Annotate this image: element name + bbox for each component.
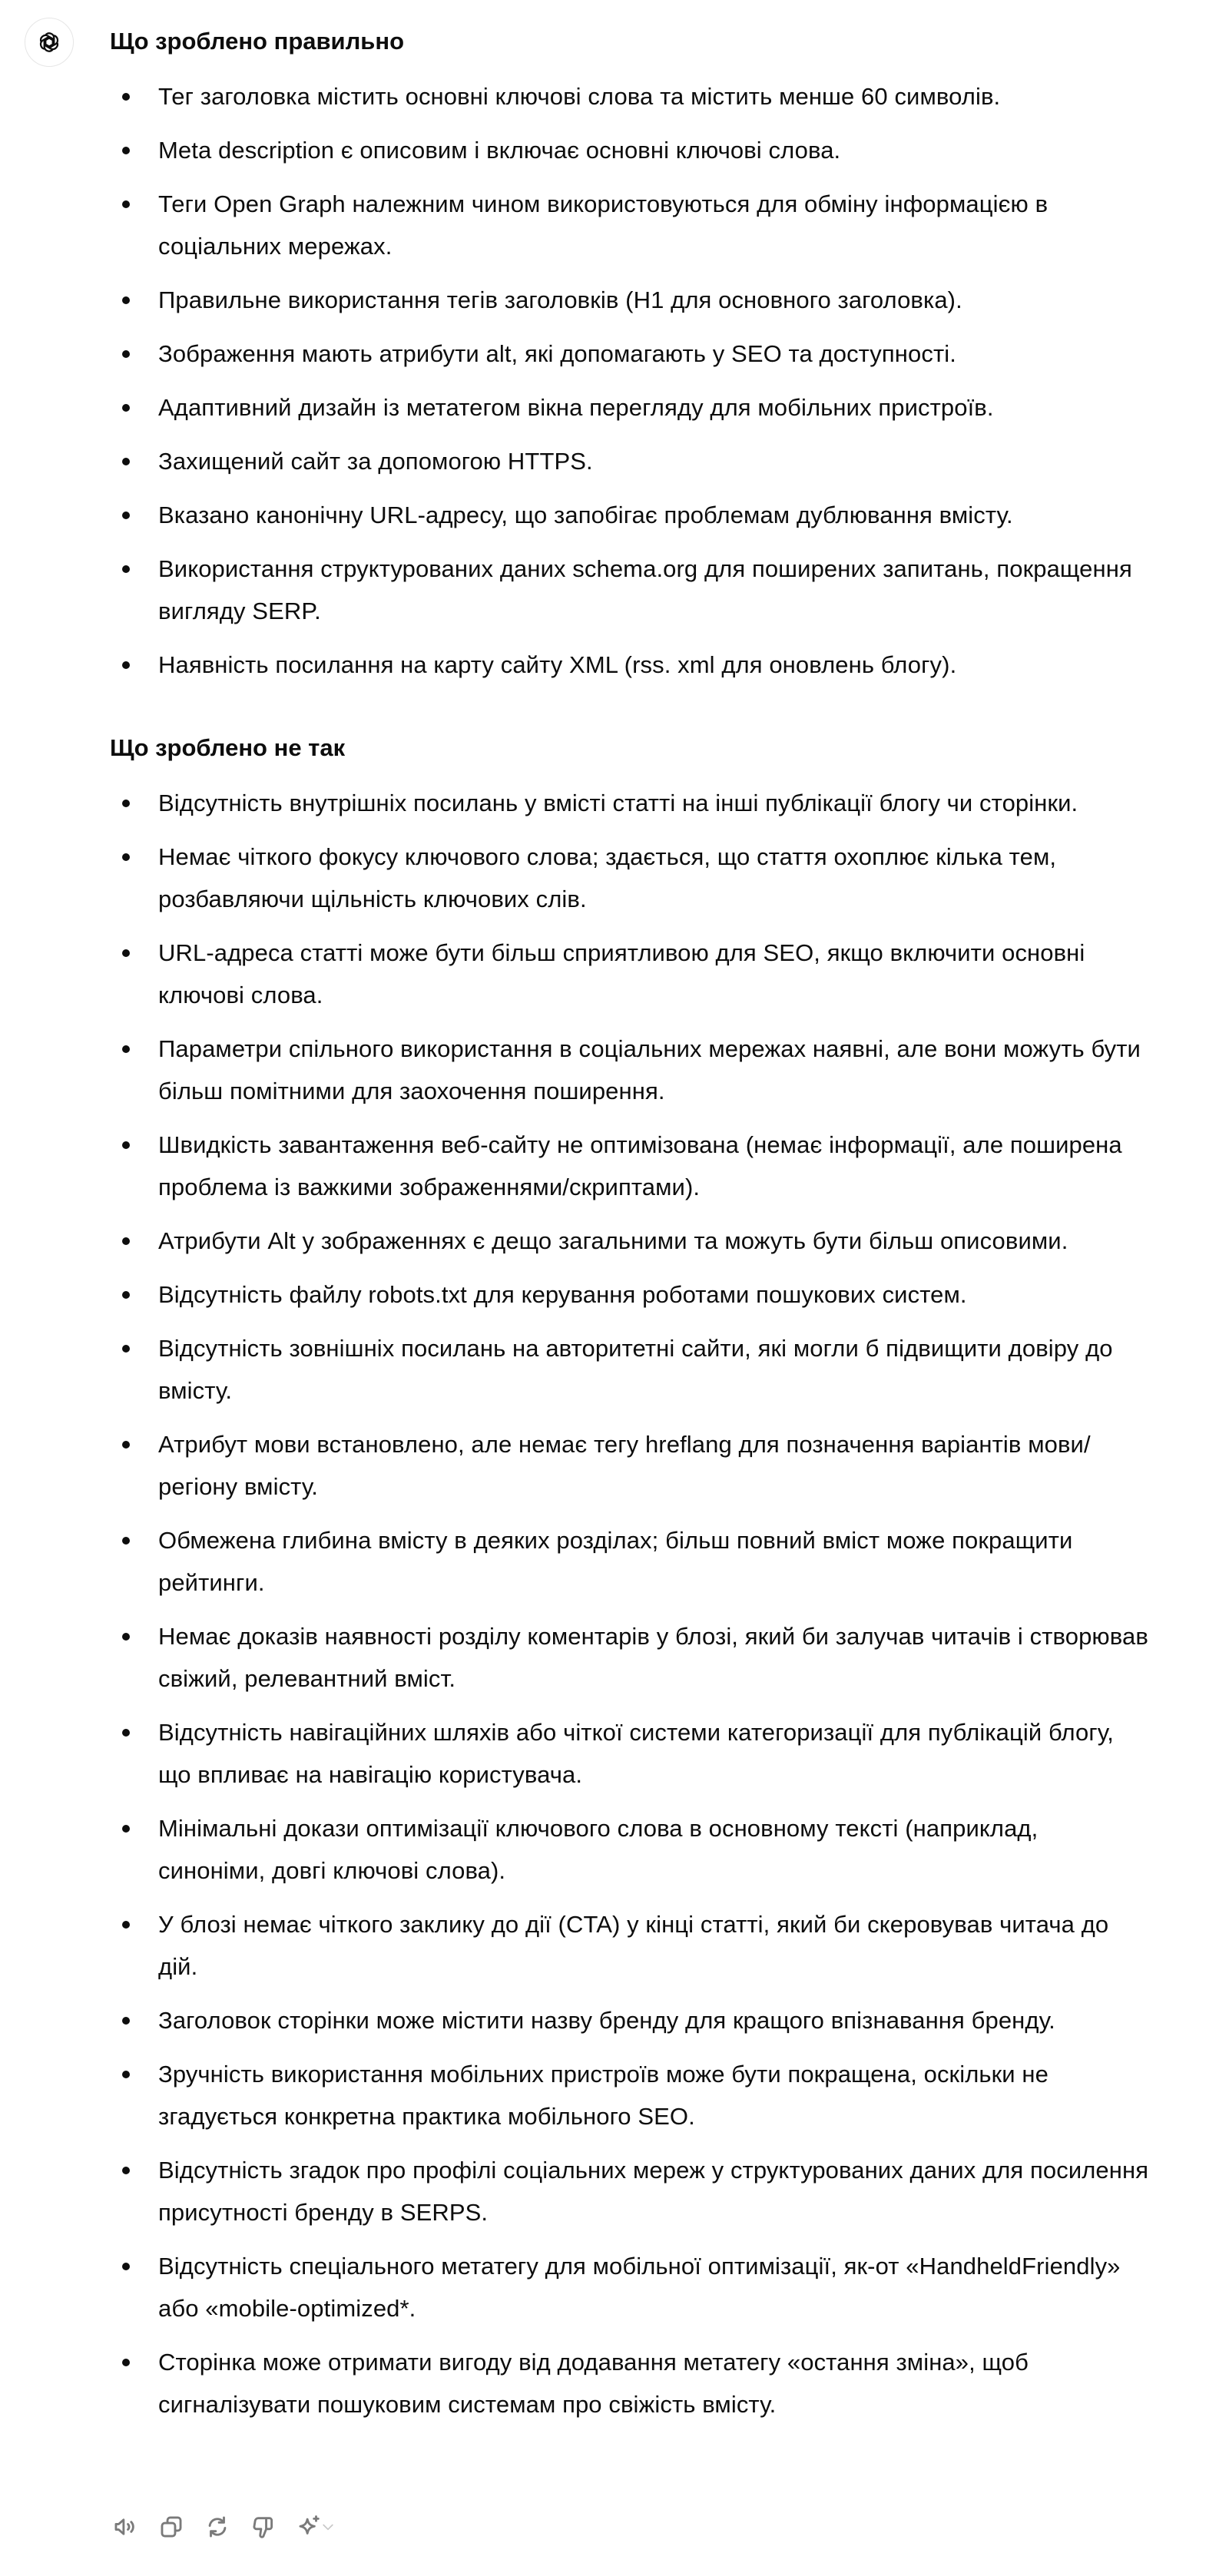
list-item-text: У блозі немає чіткого заклику до дії (CTA) у кінці статті, який би скеровував читача до bbox=[158, 1911, 1109, 1938]
list-item bbox=[110, 1028, 1216, 1112]
bullet-icon bbox=[122, 1729, 130, 1737]
bullet-icon bbox=[122, 1345, 130, 1353]
sparkle-icon bbox=[296, 2514, 323, 2540]
list-item-text: вмісту. bbox=[158, 1377, 233, 1404]
list-item-text: Сторінка може отримати вигоду від додавання метатегу «остання зміна», щоб bbox=[158, 2349, 1029, 2376]
bullet-icon bbox=[122, 853, 130, 861]
list-item bbox=[110, 183, 1216, 267]
list-item-text: Відсутність зовнішніх посилань на авторитетні сайти, які могли б підвищити довіру до bbox=[158, 1335, 1113, 1362]
list-item bbox=[110, 75, 1216, 118]
list-item-text: синоніми, довгі ключові слова). bbox=[158, 1857, 506, 1884]
copy-button[interactable] bbox=[157, 2513, 185, 2541]
section-heading-wrong: Що зроблено не так bbox=[110, 734, 346, 761]
bullet-icon bbox=[122, 200, 130, 208]
list-item-text: Мінімальні докази оптимізації ключового слова в основному тексті (наприклад, bbox=[158, 1815, 1039, 1842]
list-item-text: свіжий, релевантний вміст. bbox=[158, 1665, 456, 1692]
list-item bbox=[110, 494, 1216, 536]
list-item-text: Параметри спільного використання в соціальних мережах наявні, але вони можуть бути bbox=[158, 1035, 1141, 1062]
model-menu-toggle[interactable] bbox=[320, 2513, 336, 2541]
list-item-text: Тег заголовка містить основні ключові слова та містить менше 60 символів. bbox=[158, 83, 1001, 110]
list-item bbox=[110, 1711, 1216, 1796]
list-item-text: розбавляючи щільність ключових слів. bbox=[158, 886, 587, 912]
list-item-text: Правильне використання тегів заголовків (H1 для основного заголовка). bbox=[158, 286, 962, 313]
list-item bbox=[110, 129, 1216, 171]
list-item-text: рейтинги. bbox=[158, 1569, 265, 1596]
list-item-text: сигналізувати пошуковим системам про свіжість вмісту. bbox=[158, 2391, 777, 2418]
list-item-text: Атрибут мови встановлено, але немає тегу hreflang для позначення варіантів мови/ bbox=[158, 1431, 1091, 1458]
list-item-text: вигляду SERP. bbox=[158, 598, 321, 624]
list-item-text: Адаптивний дизайн із метатегом вікна перегляду для мобільних пристроїв. bbox=[158, 394, 994, 421]
list-item bbox=[110, 1327, 1216, 1412]
bullet-icon bbox=[122, 949, 130, 957]
chevron-down-icon bbox=[320, 2519, 336, 2535]
list-item-text: більш помітними для заохочення поширення. bbox=[158, 1078, 665, 1104]
list-item bbox=[110, 2341, 1216, 2425]
list-item bbox=[110, 386, 1216, 429]
bullet-icon bbox=[122, 2017, 130, 2025]
list-item-text: Зображення мають атрибути alt, які допомагають у SEO та доступності. bbox=[158, 340, 956, 367]
read-aloud-button[interactable] bbox=[111, 2513, 139, 2541]
list-item bbox=[110, 333, 1216, 375]
list-item-text: що впливає на навігацію користувача. bbox=[158, 1761, 583, 1788]
list-item-text: Відсутність навігаційних шляхів або чіткої системи категоризації для публікацій блогу, bbox=[158, 1719, 1114, 1746]
list-item bbox=[110, 1615, 1216, 1700]
list-item bbox=[110, 440, 1216, 482]
list-item bbox=[110, 1807, 1216, 1892]
section-heading-correct: Що зроблено правильно bbox=[110, 28, 405, 55]
change-model-button[interactable] bbox=[296, 2513, 323, 2541]
bullet-icon bbox=[122, 350, 130, 358]
list-item-text: Відсутність згадок про профілі соціальних мереж у структурованих даних для посилення bbox=[158, 2157, 1149, 2184]
list-item bbox=[110, 1124, 1216, 1208]
list-item-text: Зручність використання мобільних пристроїв може бути покращена, оскільки не bbox=[158, 2061, 1048, 2088]
bullet-icon bbox=[122, 2263, 130, 2270]
list-item bbox=[110, 932, 1216, 1016]
list-item bbox=[110, 1999, 1216, 2041]
message-actions bbox=[111, 2513, 354, 2541]
list-item bbox=[110, 1273, 1216, 1316]
list-item bbox=[110, 644, 1216, 686]
list-item-text: або «mobile-optimized*. bbox=[158, 2295, 416, 2322]
bullet-icon bbox=[122, 565, 130, 573]
list-item-text: Відсутність спеціального метатегу для мобільної оптимізації, як-от «HandheldFriendly» bbox=[158, 2253, 1121, 2280]
list-item-text: присутності бренду в SERPS. bbox=[158, 2199, 489, 2226]
list-item-text: Немає доказів наявності розділу коментарів у блозі, який би залучав читачів і створював bbox=[158, 1623, 1148, 1650]
bullet-icon bbox=[122, 1291, 130, 1299]
copy-icon bbox=[158, 2514, 184, 2540]
list-item bbox=[110, 1220, 1216, 1262]
bullet-icon bbox=[122, 2359, 130, 2366]
list-item-text: дій. bbox=[158, 1953, 198, 1980]
bullet-icon bbox=[122, 1441, 130, 1449]
bullet-icon bbox=[122, 2071, 130, 2078]
bullet-icon bbox=[122, 404, 130, 412]
list-item bbox=[110, 2245, 1216, 2329]
list-item-text: Наявність посилання на карту сайту XML (rss. xml для оновлень блогу). bbox=[158, 651, 957, 678]
bullet-icon bbox=[122, 661, 130, 669]
bullet-icon bbox=[122, 800, 130, 807]
list-item-text: Відсутність внутрішніх посилань у вмісті статті на інші публікації блогу чи сторінки. bbox=[158, 790, 1078, 816]
list-item bbox=[110, 1519, 1216, 1604]
assistant-avatar bbox=[25, 18, 74, 67]
list-item bbox=[110, 2053, 1216, 2137]
assistant-message bbox=[110, 20, 1216, 2437]
list-item-text: Заголовок сторінки може містити назву бренду для кращого впізнавання бренду. bbox=[158, 2007, 1055, 2034]
list-item-text: Обмежена глибина вмісту в деяких розділах; більш повний вміст може покращити bbox=[158, 1527, 1073, 1554]
speaker-icon bbox=[112, 2514, 138, 2540]
bullet-icon bbox=[122, 93, 130, 101]
list-item bbox=[110, 782, 1216, 824]
correct-list bbox=[110, 75, 1216, 686]
list-item-text: Швидкість завантаження веб-сайту не оптимізована (немає інформації, але поширена bbox=[158, 1131, 1122, 1158]
list-item-text: Використання структурованих даних schema.org для поширених запитань, покращення bbox=[158, 555, 1132, 582]
thumbs-down-icon bbox=[250, 2514, 277, 2540]
list-item-text: Теги Open Graph належним чином використовуються для обміну інформацією в bbox=[158, 190, 1048, 217]
list-item bbox=[110, 548, 1216, 632]
list-item-text: Meta description є описовим і включає основні ключові слова. bbox=[158, 137, 841, 164]
bullet-icon bbox=[122, 1921, 130, 1929]
bullet-icon bbox=[122, 1237, 130, 1245]
list-item-text: згадується конкретна практика мобільного SEO. bbox=[158, 2103, 695, 2130]
list-item bbox=[110, 1423, 1216, 1508]
list-item bbox=[110, 1903, 1216, 1988]
list-item-text: Відсутність файлу robots.txt для керування роботами пошукових систем. bbox=[158, 1281, 967, 1308]
refresh-icon bbox=[204, 2514, 230, 2540]
list-item-text: ключові слова. bbox=[158, 982, 323, 1008]
bullet-icon bbox=[122, 296, 130, 304]
list-item bbox=[110, 2149, 1216, 2233]
list-item-text: Захищений сайт за допомогою HTTPS. bbox=[158, 448, 593, 475]
list-item-text: соціальних мережах. bbox=[158, 233, 393, 260]
bullet-icon bbox=[122, 1045, 130, 1053]
bullet-icon bbox=[122, 1825, 130, 1833]
bullet-icon bbox=[122, 512, 130, 519]
list-item-text: проблема із важкими зображеннями/скриптами). bbox=[158, 1174, 701, 1200]
bad-response-button[interactable] bbox=[250, 2513, 277, 2541]
list-item-text: регіону вмісту. bbox=[158, 1473, 319, 1500]
bullet-icon bbox=[122, 1537, 130, 1545]
bullet-icon bbox=[122, 1141, 130, 1149]
openai-logo-icon bbox=[35, 28, 63, 56]
list-item bbox=[110, 279, 1216, 321]
bullet-icon bbox=[122, 458, 130, 465]
bullet-icon bbox=[122, 2167, 130, 2174]
wrong-list bbox=[110, 782, 1216, 2425]
list-item-text: Немає чіткого фокусу ключового слова; здається, що стаття охоплює кілька тем, bbox=[158, 843, 1057, 870]
list-item-text: URL-адреса статті може бути більш сприятливою для SEO, якщо включити основні bbox=[158, 939, 1085, 966]
list-item-text: Вказано канонічну URL-адресу, що запобігає проблемам дублювання вмісту. bbox=[158, 502, 1013, 528]
bullet-icon bbox=[122, 1633, 130, 1641]
regenerate-button[interactable] bbox=[204, 2513, 231, 2541]
list-item-text: Атрибути Alt у зображеннях є дещо загальними та можуть бути більш описовими. bbox=[158, 1227, 1068, 1254]
list-item bbox=[110, 836, 1216, 920]
bullet-icon bbox=[122, 147, 130, 154]
